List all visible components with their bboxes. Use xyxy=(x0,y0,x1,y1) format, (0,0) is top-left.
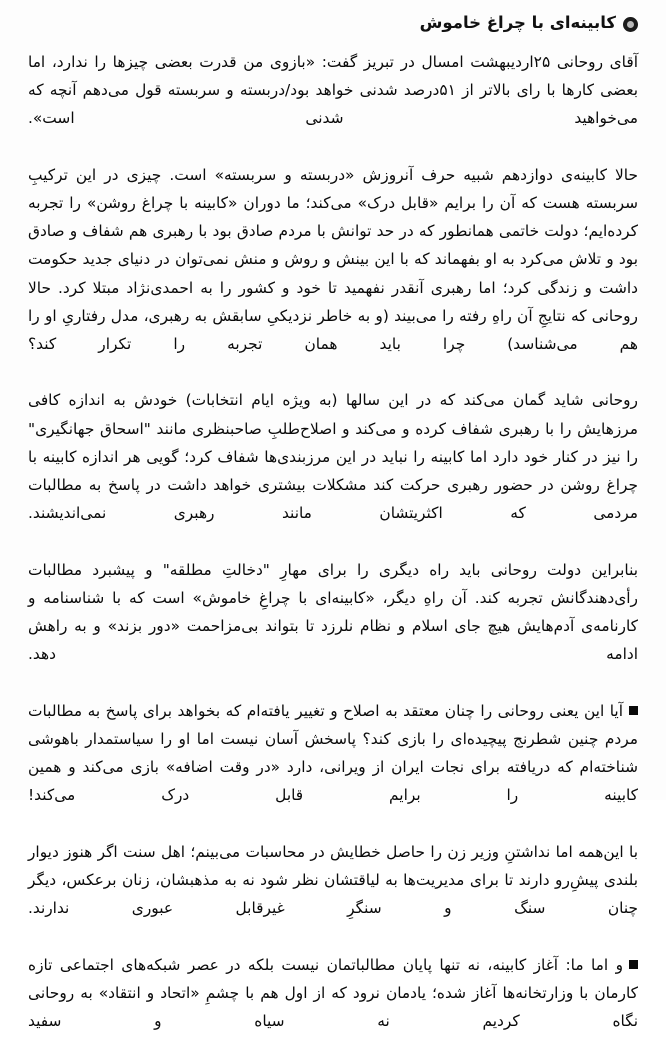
paragraph-text: آیا این یعنی روحانی را چنان معتقد به اصلاح و تغییر یافته‌ام که بخواهد برای پاسخ به مطالبات مردم چنین شطرنج پیچیده‌ای را بازی کند؟ پاسخش آسان نیست اما او را سیاستمدار باهوشی شناخته‌ام که دریافته برای نجات ایران از ویرانی، دارد «در وقت اضافه» بازی می‌کند و همین کابینه را برایم قابل درک می‌کند! xyxy=(28,702,638,805)
paragraph-text: روحانی شاید گمان می‌کند که در این سالها (به ویژه ایام انتخابات) خودش به اندازه کافی مرزهایش را با رهبری شفاف کرده و می‌کند و اصلاح‌طلبِ صاحبنظری مانند "اسحاق جهانگیری" را نیز در کنار خود دارد اما کابینه را نباید در این مرزبندی‌ها شفاف کرد؛ گویی هر اندازه کابینه با چراغ روشن در حضور رهبری حرکت کند مشکلات بیشتری خواهد داشت در پاسخ به مطالبات مردمی که اکثریتشان مانند رهبری نمی‌اندیشند. xyxy=(28,391,638,522)
filled-square-icon xyxy=(629,706,638,715)
paragraph-4 xyxy=(28,556,638,697)
paragraph-text: با این‌همه اما نداشتنِ وزیر زن را حاصل خطایش در محاسبات می‌بینم؛ اهل سنت اگر هنوز دیوار بلندی پیشِ‌رو دارند تا برای مدیریت‌ها به لیاقتشان نظر شود نه به مذهبشان، زنان برعکس، دیگر چنان سنگ و سنگرِ غیرقابل عبوری ندارند. xyxy=(28,843,638,917)
paragraph-5 xyxy=(28,697,638,838)
paragraph-text: حالا کابینه‌ی دوازدهم شبیه حرف آنروزش «دربسته و سربسته» است. چیزی در این ترکیبِ سربسته هست که آن را برایم «قابل درک» می‌کند؛ ما دوران «کابینه با چراغ روشن» را تجربه کرده‌ایم؛ دولت خاتمی همانطور که در حد توانش با مردم صادق بود با رهبری هم شفاف و صادق بود و تلاش می‌کرد به او بفهماند که با این بینش و روش و منش نمی‌توان در دنیای جدید حکومت داشت و زندگی کرد؛ اما رهبری آنقدر نفهمید تا خود و کشور را به احمدی‌نژاد مبتلا کرد. حالا روحانی که نتایجِ آن راهِ رفته را می‌بیند (و به خاطر نزدیکیِ سابقش به رهبری، مدل رفتاریِ او را هم می‌شناسد) چرا باید همان تجربه را تکرار کند؟ xyxy=(28,166,638,353)
page-title xyxy=(0,0,666,34)
filled-circle-ring-icon xyxy=(623,17,638,32)
page-title-text: کابینه‌ای با چراغ خاموش xyxy=(420,13,616,33)
paragraph-7 xyxy=(28,951,638,1063)
paragraph-text: آقای روحانی ۲۵اردیبهشت امسال در تبریز گفت: «بازوی من قدرت بعضی چیزها را ندارد، اما بعضی کارها با رای بالاتر از ۵۱درصد شدنی خواهد بود/دربسته و سربسته قول می‌دهم آنچه که می‌خواهید شدنی است». xyxy=(28,53,638,127)
filled-square-icon xyxy=(629,960,638,969)
paragraph-3 xyxy=(28,386,638,555)
paragraph-1 xyxy=(28,48,638,161)
document-body xyxy=(0,48,666,1063)
paragraph-text: بنابراین دولت روحانی باید راه دیگری را برای مهارِ "دخالتِ مطلقه" و پیشبرد مطالبات رأی‌دهندگانش تجربه کند. آن راهِ دیگر، «کابینه‌ای با چراغِ خاموش» است که با شناسنامه و کارنامه‌ی آدم‌هایش هیچ جای اسلام و نظام نلرزد تا بتواند بی‌مزاحمت «دور بزند» و به راهش ادامه دهد. xyxy=(28,561,638,664)
paragraph-text: و اما ما: آغاز کابینه، نه تنها پایان مطالباتمان نیست بلکه در عصر شبکه‌های اجتماعی تازه کارمان با وزارتخانه‌ها آغاز شده؛ یادمان نرود که از اول هم با چشمِ «اتحاد و انتقاد» به روحانی نگاه کردیم نه سیاه و سفید xyxy=(28,956,638,1030)
paragraph-6 xyxy=(28,838,638,951)
paragraph-2 xyxy=(28,161,638,387)
